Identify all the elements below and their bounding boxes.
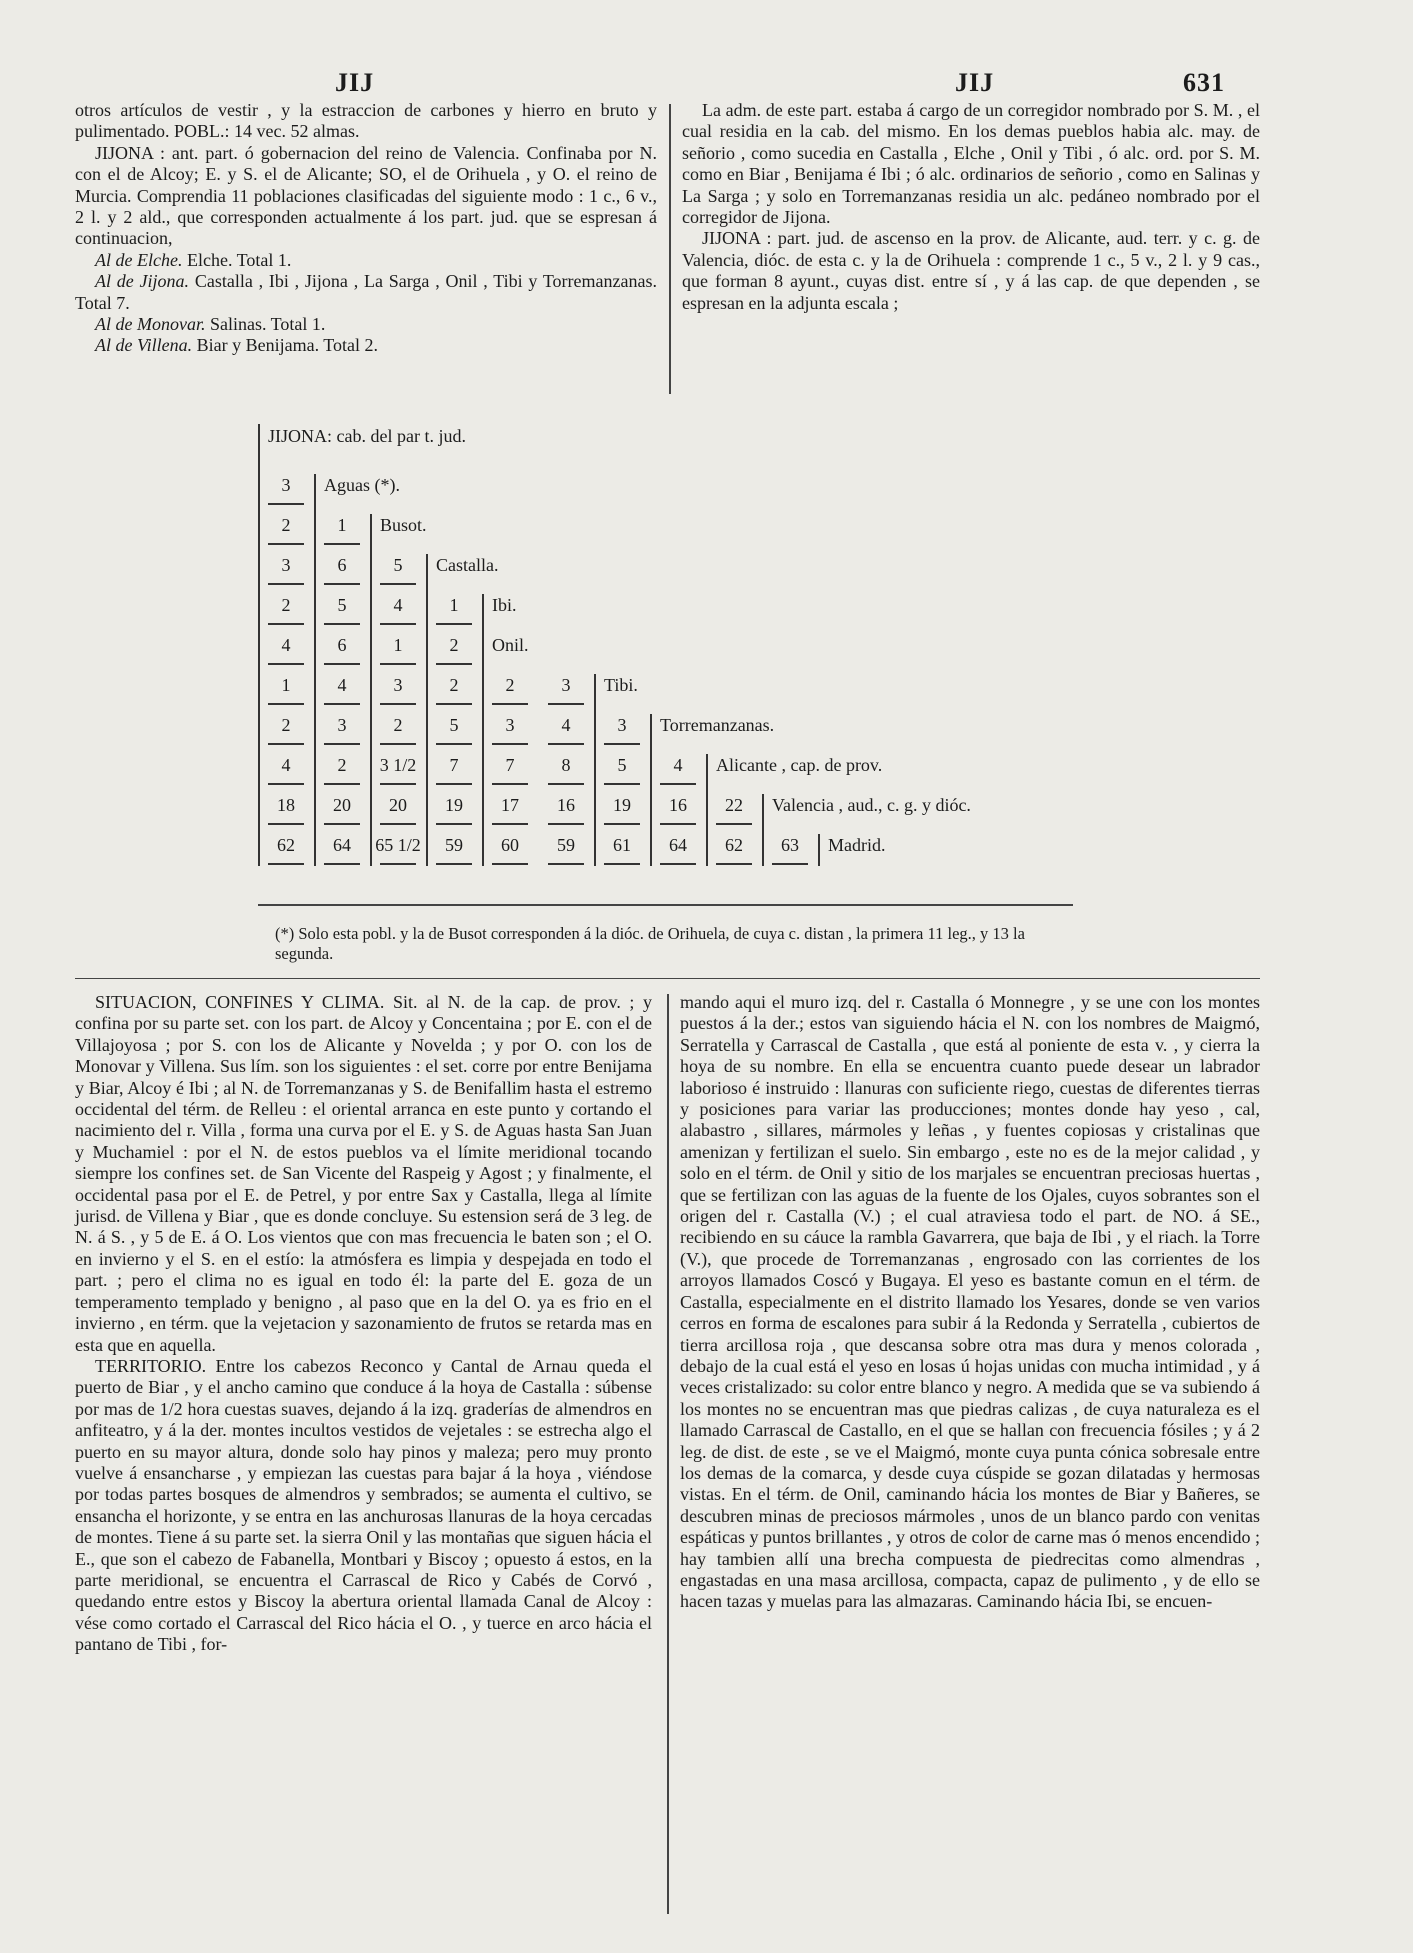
scale-cell-rule [436,703,472,705]
district-label: Al de Villena. [95,335,193,356]
scale-cell-rule [436,783,472,785]
scale-cell-rule [324,663,360,665]
scale-place-label: Madrid. [828,835,886,855]
scale-cell-rule [604,743,640,745]
section-lead: TERRITORIO. [95,1355,207,1376]
scale-cell: 62 [277,835,295,855]
scale-cell: 2 [449,635,459,655]
district-line: Al de Elche. Elche. Total 1. [95,249,292,270]
scale-cell: 4 [673,755,683,775]
scale-cell: 64 [333,835,351,855]
scale-cell-rule [660,823,696,825]
scale-cell-rule [324,583,360,585]
scale-cell-rule [268,783,304,785]
scale-cell-rule [436,743,472,745]
scale-cell-rule [380,663,416,665]
paragraph: La adm. de este part. estaba á cargo de un corregidor nombrado por S. M. , el cual residia en la cab. del mismo. En los demas pueblos habia alc. may. de señorio , como sucedia en Castalla , Elche , Onil y Tibi , ó alc. ord. por S. M. como en Biar , Benijama é Ibi ; ó alc. ordinarios de señorio , como en Salinas y La Sarga ; y solo en Torremanzanas residia un alc. pedáneo nombrado por el corregidor de Jijona. [682,100,1260,228]
scale-cell: 63 [781,835,799,855]
district-line: Al de Monovar. Salinas. Total 1. [95,314,326,335]
district-line: Al de Jijona. Castalla , Ibi , Jijona , La Sarga , Onil , Tibi y Torremanzanas. Total 7. [75,271,657,313]
scale-cell: 59 [445,835,463,855]
paragraph: JIJONA : part. jud. de ascenso en la prov. de Alicante, aud. terr. y c. g. de Valencia, dióc. de esta c. y la de Orihuela : comprende 1 c., 5 v., 2 l. y 9 cas., que forman 8 ayunt., cuyas dist. entre sí , y á las cap. de que dependen , se espresan en la adjunta escala ; [682,228,1260,313]
scale-place-label: Busot. [380,515,427,535]
scale-step-rule [818,834,820,866]
scale-cell: 4 [337,675,347,695]
paragraph: TERRITORIO. Entre los cabezos Reconco y Cantal de Arnau queda el puerto de Biar , y el ancho camino que conduce á la hoya de Castalla : súbense por mas de 1/2 hora cuestas suaves, dejando á la izq. graderías de almendros en anfiteatro, y á la der. montes incultos vestidos de vejetales : se estrecha algo el puerto en su mayor altura, donde solo hay pinos y maleza; pero muy pronto vuelve á ensancharse , y empiezan las cuestas para bajar á la hoya , viéndose por todas partes bosques de almendros y sembrados; se aumenta el cultivo, se ensancha el horizonte, y se entra en las anchurosas llanuras de la hoya cercadas de montes. Tiene á su parte set. la sierra Onil y las montañas que siguen hácia el E., que son el cabezo de Fabanella, Montbari y Biscoy ; opuesto á estos, en la parte meridional, se encuentra el Carrascal de Rico y Cabés de Corvó , quedando entre estos y Biscoy la abertura oriental llamada Canal de Alcoy : vése como cortado el Carrascal del Rico hácia el O. , y tuerce en arco hácia el pantano de Tibi , for- [75,1355,652,1655]
scale-cell-rule [268,703,304,705]
scale-place-label: Ibi. [492,595,517,615]
scale-cell: 4 [281,755,291,775]
scale-cell: 2 [393,715,403,735]
scale-cell: 3 [281,555,291,575]
paragraph: JIJONA : ant. part. ó gobernacion del reino de Valencia. Confinaba por N. con el de Alcoy; E. y S. el de Alicante; SO, el de Orihuela , y O. el reino de Murcia. Comprendia 11 poblaciones clasificadas del siguiente modo : 1 c., 6 v., 2 l. y 2 ald., que corresponden actualmente á los part. jud. que se espresan á continuacion, [75,142,657,249]
right-top-column [682,100,1260,314]
scale-cell: 1 [337,515,347,535]
scale-cell: 2 [281,715,291,735]
scale-cell: 17 [501,795,519,815]
scale-cell: 60 [501,835,519,855]
column-divider-top [669,104,671,394]
scale-cell-rule [268,543,304,545]
scale-cell: 5 [337,595,347,615]
scale-cell-rule [268,623,304,625]
scale-cell-rule [324,703,360,705]
scale-cell: 19 [445,795,463,815]
scale-cell: 4 [281,635,291,655]
scale-cell: 18 [277,795,295,815]
scale-cell: 1 [449,595,459,615]
scale-cell-rule [380,703,416,705]
column-divider-bottom [667,994,669,1914]
scale-cell-rule [548,743,584,745]
scale-cell: 3 [337,715,347,735]
scale-cell-rule [324,743,360,745]
scale-place-label: Alicante , cap. de prov. [716,755,883,775]
page-number: 631 [1183,68,1225,97]
district-label: Al de Jijona. [95,271,190,292]
scale-cell-rule [548,703,584,705]
district-label: Al de Monovar. [95,314,206,335]
scale-cell: 3 [617,715,627,735]
scale-cell-rule [716,823,752,825]
scale-cell: 19 [613,795,631,815]
scale-cell-rule [492,743,528,745]
scale-place-label: Aguas (*). [324,475,400,495]
scale-cell-rule [380,623,416,625]
scale-cell: 3 [561,675,571,695]
scale-cell-rule [604,823,640,825]
section-separator [75,978,1260,979]
left-top-column [75,100,657,357]
header-left-term: JIJ [335,68,375,97]
scale-cell: 7 [449,755,459,775]
scale-cell: 20 [389,795,407,815]
scale-cell-rule [604,783,640,785]
scale-cell: 1 [281,675,291,695]
scale-cell-rule [380,783,416,785]
scale-footnote: (*) Solo esta pobl. y la de Busot corresponden á la dióc. de Orihuela, de cuya c. distan , la primera 11 leg., y 13 la segunda. [275,924,1025,963]
scale-cell-rule [492,863,528,865]
scale-cell-rule [380,863,416,865]
scale-cell-rule [492,703,528,705]
scale-cell: 3 [281,475,291,495]
scale-cell-rule [436,863,472,865]
scale-cell: 4 [561,715,571,735]
scale-cell: 22 [725,795,743,815]
scale-cell: 59 [557,835,575,855]
scale-cell-rule [548,863,584,865]
scale-cell: 64 [669,835,687,855]
scale-cell-rule [436,823,472,825]
scale-cell: 5 [617,755,627,775]
scale-cell: 5 [449,715,459,735]
scale-cell: 7 [505,755,515,775]
scale-place-label: Onil. [492,635,529,655]
scale-cell-rule [604,863,640,865]
scale-cell-rule [324,783,360,785]
scale-cell-rule [324,823,360,825]
scale-title: JIJONA: cab. del par t. jud. [268,426,466,446]
scale-cell-rule [268,743,304,745]
scale-cell-rule [380,823,416,825]
scale-place-label: Torremanzanas. [660,715,775,735]
scale-cell: 3 [393,675,403,695]
scale-cell: 1 [393,635,403,655]
scale-cell-rule [380,743,416,745]
scale-cell: 16 [669,795,687,815]
header-right-term: JIJ [955,68,995,97]
scale-cell: 65 1/2 [375,835,421,855]
left-bottom-column [75,992,652,1656]
scale-cell: 2 [281,595,291,615]
scale-cell-rule [436,663,472,665]
scale-cell: 4 [393,595,403,615]
scale-place-label: Castalla. [436,555,499,575]
scale-cell-rule [268,663,304,665]
paragraph: mando aqui el muro izq. del r. Castalla ó Monnegre , y se une con los montes puestos á la der.; estos van siguiendo hácia el N. con los nombres de Maigmó, Serratella y Carrascal de Castalla , que está al poniente de esta v. , y cierra la hoya de su nombre. En ella se encuentra cuanto puede desear un labrador laborioso é instruido : llanuras con suficiente riego, cuestas de diferentes tierras y posiciones para variar las producciones; montes donde hay yeso , cal, alabastro , sillares, mármoles y leñas , y fuentes copiosas y cristalinas que amenizan y fertilizan el suelo. Sin embargo , este no es de la mejor calidad , y solo en el térm. de Onil y sitio de los marjales se encuentran preciosas huertas , que se fertilizan con las aguas de la fuente de los Ojales, cuyos sobrantes son el origen del r. Castalla (V.) ; el cual atraviesa todo el part. de NO. á SE., recibiendo en su cáuce la rambla Gavarrera, que baja de Ibi , y el riach. la Torre (V.), que procede de Torremanzanas , engrosado con las corrientes de los arroyos llamados Coscó y Bugaya. El yeso es bastante comun en el térm. de Castalla, especialmente en el distrito llamado los Yesares, donde se ven varios cerros en forma de escalones para subir á la Redonda y Serratella , cubiertos de tierra arcillosa roja , que descansa sobre otra mas dura y menos colorada , debajo de la cual está el yeso en losas ú hojas unidas con mucha intimidad , y á veces cristalizado: su color entre blanco y negro. A medida que se va subiendo á los montes no se encuentran mas que piedras calizas , de cuya naturaleza es el llamado Carrascal de Castallo, en el que se hallan con frecuencia fósiles ; y á 2 leg. de dist. de este , se ve el Maigmó, monte cuya punta cónica sobresale entre los demas de la comarca, y desde cuya cúspide se gozan dilatadas y hermosas vistas. En el térm. de Onil, caminando hácia los montes de Biar y Bañeres, se descubren minas de preciosos mármoles , unos de un blanco pardo con venitas espáticas y puntos brillantes , y otros de color de carne mas ó menos encendido ; hay tambien allí una brecha compuesta de piedrecitas como almendras , engastadas en una masa arcillosa, compacta, capaz de pulimento , y de ello se hacen tazas y muelas para las almazaras. Caminando hácia Ibi, se encuen- [680,992,1260,1612]
section-lead: SITUACION, CONFINES Y CLIMA. [95,992,385,1012]
scale-cell-rule [324,623,360,625]
scale-cell: 2 [281,515,291,535]
scale-cell-rule [772,863,808,865]
distance-scale-table [258,424,1073,904]
scale-cell: 2 [505,675,515,695]
scale-place-label: Valencia , aud., c. g. y dióc. [772,795,971,815]
scale-cell: 3 [505,715,515,735]
scale-cell-rule [492,823,528,825]
scale-cell-rule [436,623,472,625]
scale-step-rule [482,634,484,866]
scale-cell: 2 [337,755,347,775]
scale-cell-rule [548,823,584,825]
scale-cell: 61 [613,835,631,855]
right-bottom-column [680,992,1260,1613]
scale-cell-rule [548,783,584,785]
scale-cell: 16 [557,795,575,815]
scale-bottom-rule [258,904,1073,906]
scale-cell-rule [268,823,304,825]
scale-cell: 62 [725,835,743,855]
scale-cell: 8 [561,755,571,775]
scale-place-label: Tibi. [604,675,638,695]
scale-cell-rule [660,863,696,865]
scale-cell-rule [660,783,696,785]
scale-cell: 5 [393,555,403,575]
district-label: Al de Elche. [95,249,183,270]
paragraph: otros artículos de vestir , y la estraccion de carbones y hierro en bruto y pulimentado. POBL.: 14 vec. 52 almas. [75,100,657,142]
scale-cell-rule [380,583,416,585]
scale-cell-rule [268,503,304,505]
scale-cell-rule [324,543,360,545]
scale-cell-rule [324,863,360,865]
scale-cell: 6 [337,635,347,655]
scale-cell-rule [268,583,304,585]
scale-cell: 3 1/2 [379,755,417,775]
district-line: Al de Villena. Biar y Benijama. Total 2. [95,335,379,356]
scale-cell-rule [716,863,752,865]
scale-cell: 2 [449,675,459,695]
scale-cell: 6 [337,555,347,575]
scale-cell-rule [268,863,304,865]
paragraph: SITUACION, CONFINES Y CLIMA. Sit. al N. de la cap. de prov. ; y confina por su parte set. con los part. de Alcoy y Concentaina ; por E. con el de Villajoyosa ; por S. con los de Alicante y Novelda ; y por O. con los de Monovar y Villena. Sus lím. son los siguientes : el set. corre por entre Benijama y Biar, Alcoy é Ibi ; al N. de Torremanzanas y S. de Benifallim hasta el estremo occidental del térm. de Relleu : el oriental arranca en este punto y cortando el nacimiento del r. Villa , forma una curva por el E. y S. de Aguas hasta San Juan y Muchamiel : por el N. de estos pueblos va el límite meridional tocando siempre los confines set. de San Vicente del Raspeig y Agost ; y finalmente, el occidental pasa por el E. de Petrel, y por entre Sax y Castalla, llega al límite jurisd. de Villena y Biar , que es donde concluye. Su estension será de 3 leg. de N. á S. , y 5 de E. á O. Los vientos que con mas frecuencia le baten son ; el O. en invierno y el S. en el estío: la atmósfera es limpia y despejada en todo el part. ; pero el clima no es igual en todo él: la parte del E. goza de un temperamento templado y benigno , al paso que en la del O. ya es frio en el invierno , en térm. que la vejetacion y sazonamiento de frutos se retarda mas en esta que en aquella. [75,992,653,1355]
scale-cell: 20 [333,795,351,815]
scale-cell-rule [492,783,528,785]
